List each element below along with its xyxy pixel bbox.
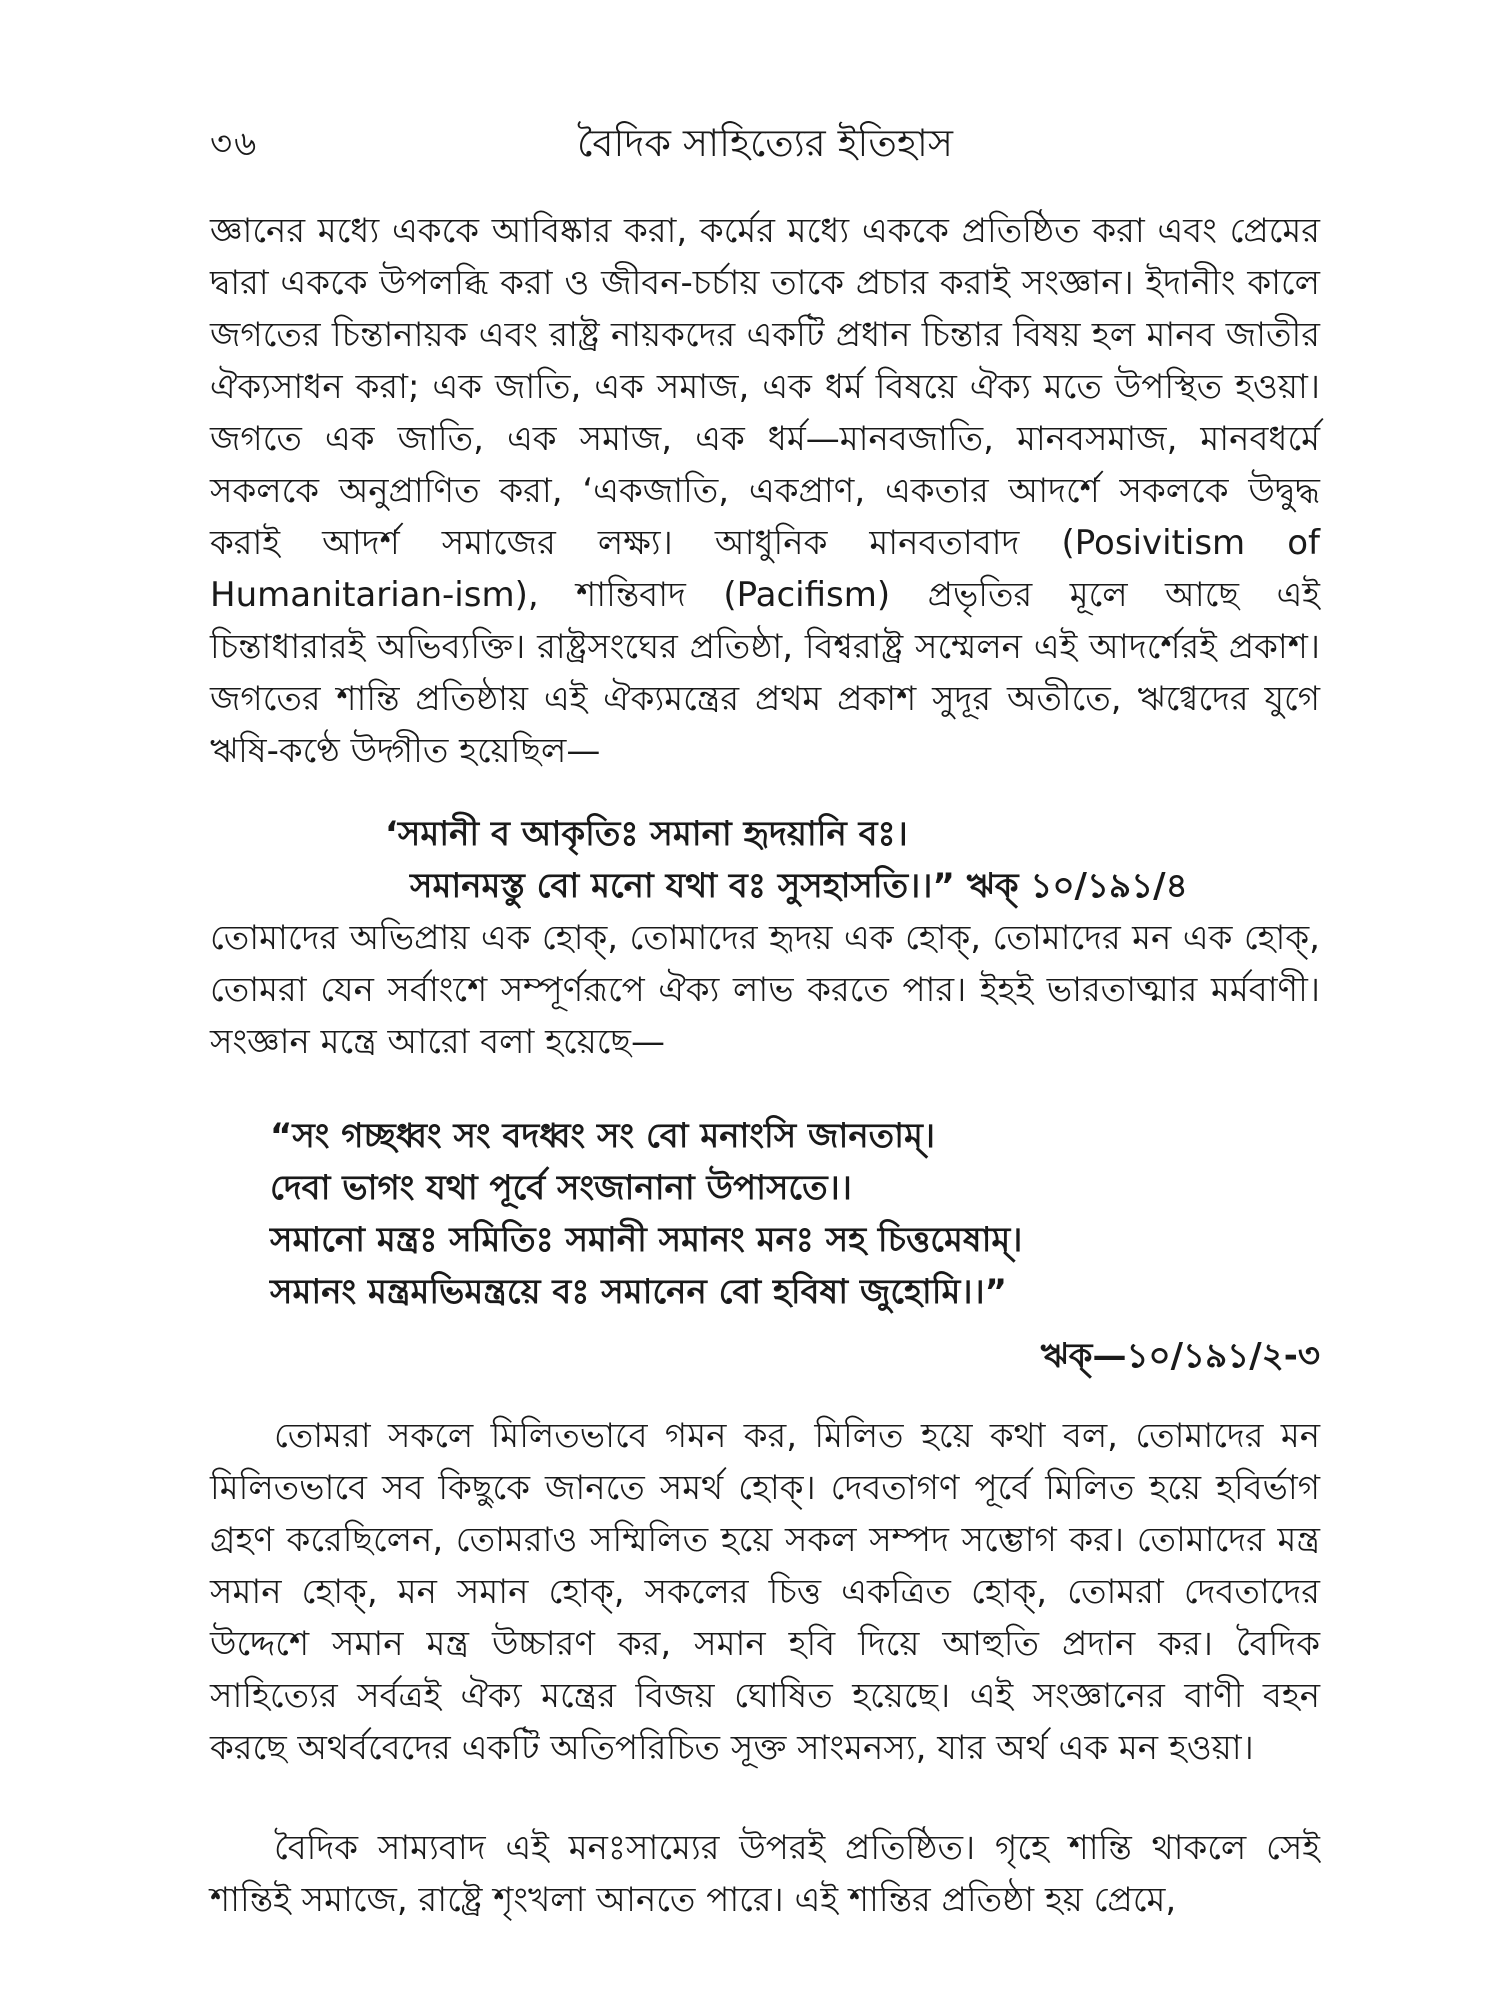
verse-2-reference: ঋক্—১০/১৯১/২-৩	[1040, 1336, 1320, 1376]
page-header	[210, 110, 1320, 170]
paragraph-4: বৈদিক সাম্যবাদ এই মনঃসাম্যের উপরই প্রতিষ্ঠিত। গৃহে শান্তি থাকলে সেই শান্তিই সমাজে, রাষ্ট্রে শৃংখলা আনতে পারে। এই শান্তির প্রতিষ্ঠা হয় প্রেমে,	[210, 1828, 1320, 1920]
verse-1-line-2: সমানমস্তু বো মনো যথা বঃ সুসহাসতি।।” ঋক্ ১০/১৯১/৪	[410, 866, 1188, 906]
verse-2-line-1: “সং গচ্ছধ্বং সং বদধ্বং সং বো মনাংসি জানতাম্।	[270, 1116, 936, 1156]
paragraph-1: জ্ঞানের মধ্যে এককে আবিষ্কার করা, কর্মের মধ্যে এককে প্রতিষ্ঠিত করা এবং প্রেমের দ্বারা এককে উপলব্ধি করা ও জীবন-চর্চায় তাকে প্রচার করাই সংজ্ঞান। ইদানীং কালে জগতের চিন্তানায়ক এবং রাষ্ট্র নায়কদের একটি প্রধান চিন্তার বিষয় হল মানব জাতীর ঐক্যসাধন করা; এক জাতি, এক সমাজ, এক ধর্ম বিষয়ে ঐক্য মতে উপস্থিত হওয়া। জগতে এক জাতি, এক সমাজ, এক ধর্ম—মানবজাতি, মানবসমাজ, মানবধর্মে সকলকে অনুপ্রাণিত করা, ‘একজাতি, একপ্রাণ, একতার আদর্শে সকলকে উদ্বুদ্ধ করাই আদর্শ সমাজের লক্ষ্য। আধুনিক মানবতাবাদ (Posivitism of Humanitarian-ism), শান্তিবাদ (Pacifism) প্রভৃতির মূলে আছে এই চিন্তাধারারই অভিব্যক্তি। রাষ্ট্রসংঘের প্রতিষ্ঠা, বিশ্বরাষ্ট্র সম্মেলন এই আদর্শেরই প্রকাশ। জগতের শান্তি প্রতিষ্ঠায় এই ঐক্যমন্ত্রের প্রথম প্রকাশ সুদূর অতীতে, ঋগ্বেদের যুগে ঋষি-কণ্ঠে উদ্গীত হয়েছিল—	[210, 211, 1320, 771]
verse-1-line-1: ‘সমানী ব আকৃতিঃ সমানা হৃদয়ানি বঃ।	[385, 814, 908, 854]
verse-2-line-4: সমানং মন্ত্রমভিমন্ত্রয়ে বঃ সমানেন বো হবিষা জুহোমি।।”	[270, 1272, 1008, 1312]
page-number: ৩৬	[210, 124, 259, 164]
verse-2-line-2: দেবা ভাগং যথা পূর্বে সংজানানা উপাসতে।।	[270, 1168, 852, 1208]
paragraph-2: তোমাদের অভিপ্রায় এক হোক্, তোমাদের হৃদয় এক হোক্, তোমাদের মন এক হোক্, তোমরা যেন সর্বাংশে সম্পূর্ণরূপে ঐক্য লাভ করতে পার। ইহই ভারতাত্মার মর্মবাণী। সংজ্ঞান মন্ত্রে আরো বলা হয়েছে—	[210, 918, 1320, 1062]
verse-2-line-3: সমানো মন্ত্রঃ সমিতিঃ সমানী সমানং মনঃ সহ চিত্তমেষাম্।	[270, 1220, 1023, 1260]
verse-block-2	[270, 1110, 1320, 1318]
running-title: বৈদিক সাহিত্যের ইতিহাস	[577, 121, 953, 165]
paragraph-3: তোমরা সকলে মিলিতভাবে গমন কর, মিলিত হয়ে কথা বল, তোমাদের মন মিলিতভাবে সব কিছুকে জানতে সমর্থ হোক্। দেবতাগণ পূর্বে মিলিত হয়ে হবির্ভাগ গ্রহণ করেছিলেন, তোমরাও সম্মিলিত হয়ে সকল সম্পদ সম্ভোগ কর। তোমাদের মন্ত্র সমান হোক্, মন সমান হোক্, সকলের চিত্ত একত্রিত হোক্, তোমরা দেবতাদের উদ্দেশে সমান মন্ত্র উচ্চারণ কর, সমান হবি দিয়ে আহুতি প্রদান কর। বৈদিক সাহিত্যের সর্বত্রই ঐক্য মন্ত্রের বিজয় ঘোষিত হয়েছে। এই সংজ্ঞানের বাণী বহন করছে অথর্ববেদের একটি অতিপরিচিত সূক্ত সাংমনস্য, যার অর্থ এক মন হওয়া।	[210, 1416, 1320, 1768]
verse-block-1	[210, 808, 1320, 912]
